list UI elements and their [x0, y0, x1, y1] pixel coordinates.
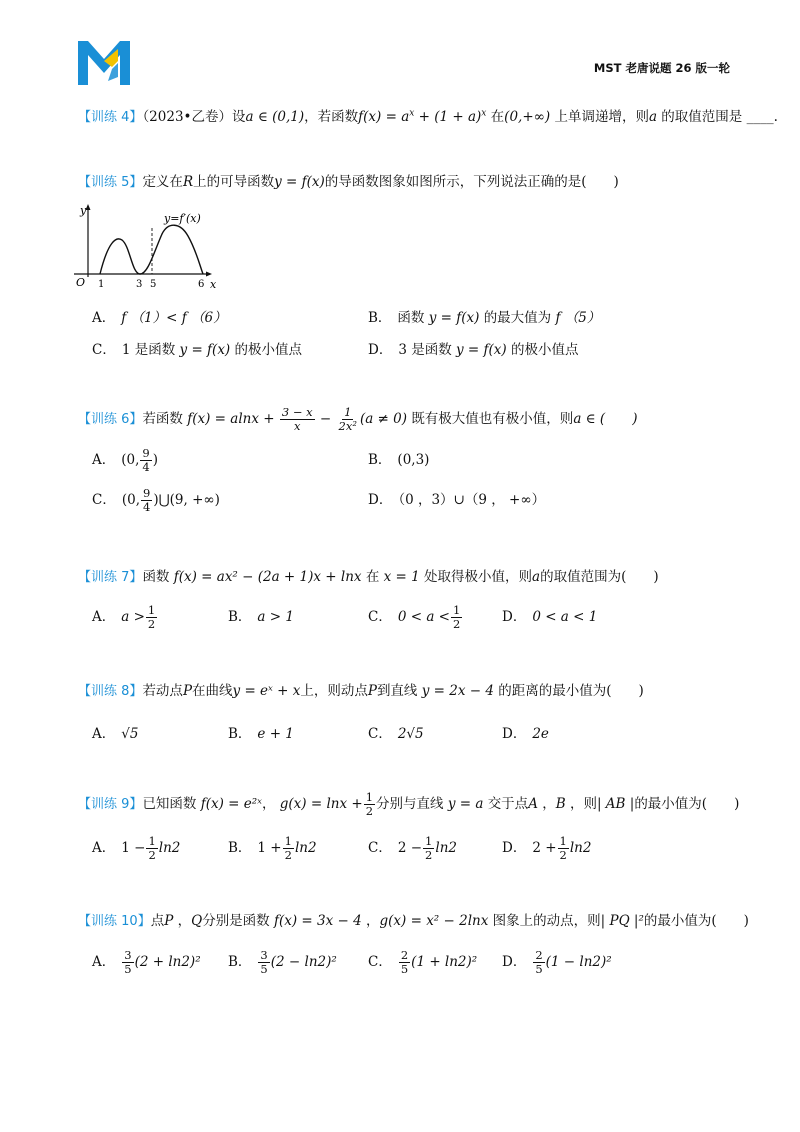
question-6: 【训练 6】若函数 f(x) = alnx + $\frac{3 - x}{x}$ − $\frac{1}{\text{2x²}}$ (a ≠ 0) 既有极大值也有极小值，则a ∈ ( ): [78, 405, 638, 433]
fraction: $\frac{9}{4}$: [143, 486, 151, 514]
question-8: 【训练 8】若动点P在曲线y = eˣ + x上，则动点P到直线 y = 2x − 4 的距离的最小值为( ): [78, 683, 644, 699]
question-tag: 【训练 6】: [78, 412, 143, 427]
option-b[interactable]: B． 函数 y = f(x) 的最大值为 f （5）: [368, 310, 601, 326]
option-d[interactable]: D． 0 < a < 1: [502, 609, 598, 625]
option-a[interactable]: A． √5: [92, 726, 139, 742]
option-d[interactable]: D． （0 ，3）∪（9 ， +∞）: [368, 492, 546, 508]
fraction: $\frac{3}{5}$: [124, 948, 132, 976]
fraction: $\frac{3 - x}{x}$: [281, 405, 313, 433]
option-c[interactable]: C． 0 < a < $\frac{1}{2}$: [368, 603, 461, 631]
option-a[interactable]: A． 1 − $\frac{1}{2}$ ln2: [92, 834, 181, 862]
tick-label: 5: [150, 279, 157, 290]
question-tag: 【训练 8】: [78, 684, 143, 699]
fraction: $\frac{1}{2}$: [365, 790, 374, 818]
fraction: $\frac{1}{2}$: [284, 834, 292, 862]
tick-label: 3: [136, 279, 143, 290]
option-c[interactable]: C． 2 − $\frac{1}{2}$ ln2: [368, 834, 457, 862]
fraction: $\frac{1}{2}$: [559, 834, 567, 862]
option-d[interactable]: D． $\frac{2}{5}$ (1 − ln2)²: [502, 948, 612, 976]
fraction: $\frac{2}{5}$: [535, 948, 543, 976]
tick-label: 6: [198, 279, 205, 290]
option-b[interactable]: B． $\frac{3}{5}$ (2 − ln2)²: [228, 948, 337, 976]
option-a[interactable]: A． a > $\frac{1}{2}$: [92, 603, 156, 631]
question-4: 【训练 4】（2023•乙卷）设a ∈ (0,1)，若函数$f(x) = a^x + (1 + a)^x$ 在(0,+∞) 上单调递增，则a 的取值范围是 ____.: [78, 108, 778, 125]
question-9: 【训练 9】已知函数 f(x) = e²ˣ， g(x) = lnx + $\frac{1}{2}$ 分别与直线 y = a 交于点A ，B ，则| AB |的最小值为( ): [78, 790, 740, 818]
option-c[interactable]: C． 1 是函数 y = f(x) 的极小值点: [92, 342, 302, 358]
tick-label: 1: [98, 279, 105, 290]
fraction: $\frac{1}{2}$: [452, 603, 461, 631]
curve-label: y=f′(x): [164, 212, 201, 225]
brand-logo: [78, 41, 130, 85]
question-tag: 【训练 10】: [78, 914, 151, 929]
option-d[interactable]: D． 2e: [502, 726, 549, 742]
fraction: $\frac{1}{2}$: [425, 834, 433, 862]
option-d[interactable]: D． 2 + $\frac{1}{2}$ ln2: [502, 834, 592, 862]
option-a[interactable]: A． $\frac{3}{5}$ (2 + ln2)²: [92, 948, 201, 976]
fraction: $\frac{2}{5}$: [400, 948, 409, 976]
question-10: 【训练 10】点P ，Q分别是函数 f(x) = 3x − 4 ，g(x) = x² − 2lnx 图象上的动点，则| PQ |²的最小值为( ): [78, 913, 749, 929]
question-7: 【训练 7】函数 f(x) = ax² − (2a + 1)x + lnx 在 x = 1 处取得极小值，则a的取值范围为( ): [78, 569, 659, 585]
question-tag: 【训练 7】: [78, 570, 143, 585]
origin-label: O: [76, 276, 86, 289]
question-tag: 【训练 9】: [78, 797, 143, 812]
question-tag: 【训练 4】: [78, 110, 143, 125]
question-5: 【训练 5】定义在R上的可导函数y = f(x)的导函数图象如图所示，下列说法正确的是( ): [78, 174, 619, 190]
header-title: MST 老唐说题 26 版一轮: [593, 61, 730, 75]
fraction: $\frac{9}{4}$: [142, 446, 150, 474]
option-c[interactable]: C． $\frac{2}{5}$ (1 + ln2)²: [368, 948, 478, 976]
derivative-graph: [70, 200, 230, 300]
option-b[interactable]: B． 1 + $\frac{1}{2}$ ln2: [228, 834, 317, 862]
fraction: $\frac{1}{2}$: [148, 834, 156, 862]
fraction: $\frac{1}{2}$: [147, 603, 156, 631]
option-b[interactable]: B． a > 1: [228, 609, 294, 625]
option-c[interactable]: C． 2√5: [368, 726, 424, 742]
y-axis-label: y: [80, 204, 87, 217]
fraction: $\frac{3}{5}$: [260, 948, 268, 976]
x-axis-label: x: [210, 278, 217, 291]
fraction: $\frac{1}{\text{2x²}}$: [338, 405, 357, 433]
option-c[interactable]: C． (0, $\frac{9}{4}$ )⋃(9, +∞): [92, 486, 220, 514]
option-a[interactable]: A． (0, $\frac{9}{4}$ ): [92, 446, 159, 474]
question-tag: 【训练 5】: [78, 175, 143, 190]
option-d[interactable]: D． 3 是函数 y = f(x) 的极小值点: [368, 342, 579, 358]
option-b[interactable]: B． e + 1: [228, 726, 294, 742]
option-b[interactable]: B． (0,3): [368, 452, 430, 468]
option-a[interactable]: A． f （1）< f （6）: [92, 310, 227, 326]
